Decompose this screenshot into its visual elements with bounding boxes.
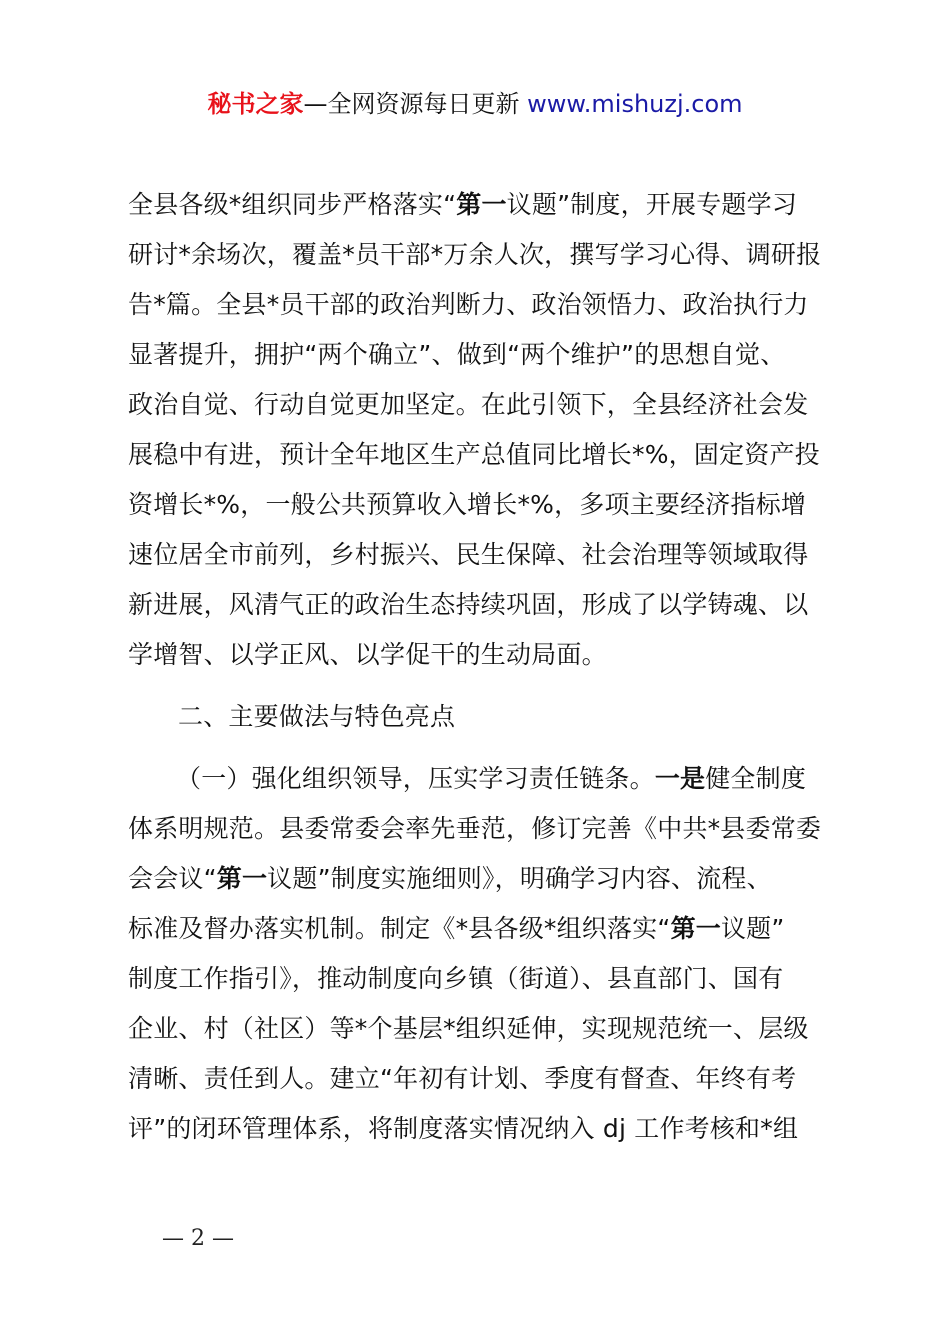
paragraph-line: 制度工作指引》，推动制度向乡镇（街道）、县直部门、国有 <box>128 964 784 993</box>
watermark-header <box>0 88 950 120</box>
bold-term: 第一 <box>216 864 268 893</box>
paragraph-line: 全县各级*组织同步严格落实“第一议题”制度，开展专题学习 <box>128 190 798 219</box>
paragraph-line: 体系明规范。县委常委会率先垂范，修订完善《中共*县委常委 <box>128 814 822 843</box>
header-brand: 秘书之家 <box>207 90 304 118</box>
paragraph-line: 清晰、责任到人。建立“年初有计划、季度有督查、年终有考 <box>128 1064 797 1093</box>
section-heading: 二、主要做法与特色亮点 <box>178 702 456 731</box>
paragraph-line: 标准及督办落实机制。制定《*县各级*组织落实“第一议题” <box>128 914 785 943</box>
paragraph-line: 学增智、以学正风、以学促干的生动局面。 <box>128 640 607 669</box>
paragraph-line: 会会议“第一议题”制度实施细则》，明确学习内容、流程、 <box>128 864 772 893</box>
page-number: — 2 — <box>162 1226 234 1251</box>
paragraph-line: 资增长*%，一般公共预算收入增长*%，多项主要经济指标增 <box>128 490 807 519</box>
paragraph-line: 展稳中有进，预计全年地区生产总值同比增长*%，固定资产投 <box>128 440 820 469</box>
paragraph-line: 政治自觉、行动自觉更加坚定。在此引领下，全县经济社会发 <box>128 390 809 419</box>
paragraph-line: 研讨*余场次，覆盖*员干部*万余人次，撰写学习心得、调研报 <box>128 240 822 269</box>
paragraph-line: 速位居全市前列，乡村振兴、民生保障、社会治理等领域取得 <box>128 540 809 569</box>
paragraph-line: 显著提升，拥护“两个确立”、做到“两个维护”的思想自觉、 <box>128 340 786 369</box>
paragraph-line: 告*篇。全县*员干部的政治判断力、政治领悟力、政治执行力 <box>128 290 809 319</box>
paragraph-line: 新进展，风清气正的政治生态持续巩固，形成了以学铸魂、以 <box>128 590 809 619</box>
paragraph-line: 企业、村（社区）等*个基层*组织延伸，实现规范统一、层级 <box>128 1014 809 1043</box>
bold-term: 第一 <box>456 190 507 219</box>
header-slogan: —全网资源每日更新 <box>303 90 528 118</box>
bold-term: 第一 <box>670 914 721 943</box>
bold-term: 一是 <box>654 764 706 793</box>
paragraph-line: 评”的闭环管理体系，将制度落实情况纳入 dj 工作考核和*组 <box>128 1114 799 1143</box>
paragraph-line: （一）强化组织领导，压实学习责任链条。一是健全制度 <box>176 764 807 793</box>
header-site-url[interactable]: www.mishuzj.com <box>527 90 743 118</box>
